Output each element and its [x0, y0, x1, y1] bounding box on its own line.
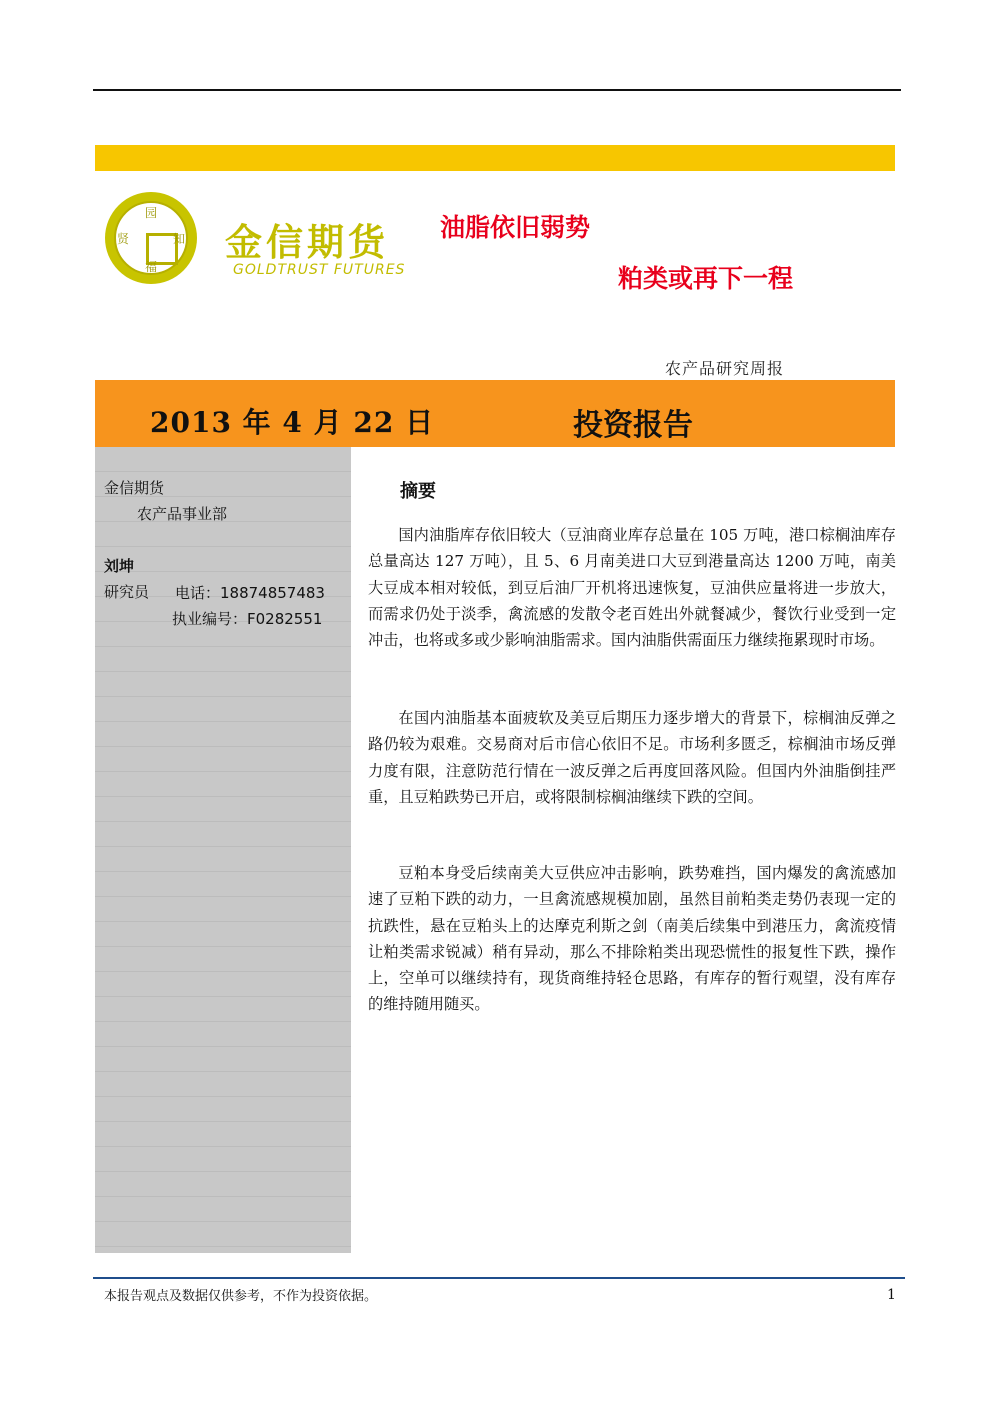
report-type: 投资报告: [573, 408, 693, 443]
logo-english-name: GOLDTRUST FUTURES: [233, 262, 406, 278]
coin-char-top: 园: [145, 206, 158, 220]
coin-char-right: 知: [173, 232, 186, 246]
yellow-band: [95, 145, 895, 171]
report-series-label: 农产品研究周报: [665, 359, 785, 378]
author-role: 研究员: [104, 583, 150, 601]
report-title-line1: 油脂依旧弱势: [440, 213, 591, 242]
top-rule: [93, 89, 901, 91]
date-banner: [95, 380, 895, 447]
report-title-line2: 粕类或再下一程: [618, 264, 794, 293]
coin-char-left: 贤: [117, 232, 130, 246]
coin-char-bottom: 福: [145, 260, 158, 274]
abstract-paragraph-1: 国内油脂库存依旧较大（豆油商业库存总量在 105 万吨，港口棕榈油库存总量高达 127 万吨），且 5、6 月南美进口大豆到港量高达 1200 万吨，南美大豆成本相对较低，到豆后油厂开机将迅速恢复，豆油供应量将进一步放大，而需求仍处于淡季，禽流感的发散令老百姓出外就餐减少，餐饮行业受到一定冲击，也将或多或少影响油脂需求。国内油脂供需面压力继续拖累现时市场。: [368, 526, 896, 650]
author-name: 刘坤: [104, 557, 135, 575]
author-license: 执业编号：F0282551: [172, 610, 323, 628]
abstract-heading: 摘要: [400, 481, 436, 502]
footer-rule: [93, 1277, 905, 1279]
abstract-paragraph-3: 豆粕本身受后续南美大豆供应冲击影响，跌势难挡，国内爆发的禽流感加速了豆粕下跌的动力，一旦禽流感规模加剧，虽然目前粕类走势仍表现一定的抗跌性，悬在豆粕头上的达摩克利斯之剑（南美后续集中到港压力，禽流疫情让粕类需求锐减）稍有异动，那么不排除粕类出现恐慌性的报复性下跌，操作上，空单可以继续持有，现货商维持轻仓思路，有库存的暂行观望，没有库存的维持随用随买。: [368, 864, 896, 1014]
author-phone: 电话：18874857483: [175, 584, 325, 602]
company-logo: [105, 192, 425, 292]
coin-emblem-icon: [105, 192, 197, 284]
abstract-paragraph-2: 在国内油脂基本面疲软及美豆后期压力逐步增大的背景下，棕榈油反弹之路仍较为艰难。交易商对后市信心依旧不足。市场利多匮乏，棕榈油市场反弹力度有限，注意防范行情在一波反弹之后再度回落风险。但国内外油脂倒挂严重，且豆粕跌势已开启，或将限制棕榈油继续下跌的空间。: [368, 709, 896, 806]
report-date: 2013 年 4 月 22 日: [150, 406, 435, 439]
author-sidebar: [95, 447, 351, 1253]
sidebar-company: 金信期货: [104, 479, 165, 497]
footer-disclaimer: 本报告观点及数据仅供参考，不作为投资依据。: [104, 1289, 378, 1304]
sidebar-department: 农产品事业部: [137, 505, 228, 523]
logo-chinese-name: 金信期货: [225, 221, 389, 264]
page-number: 1: [887, 1287, 896, 1303]
